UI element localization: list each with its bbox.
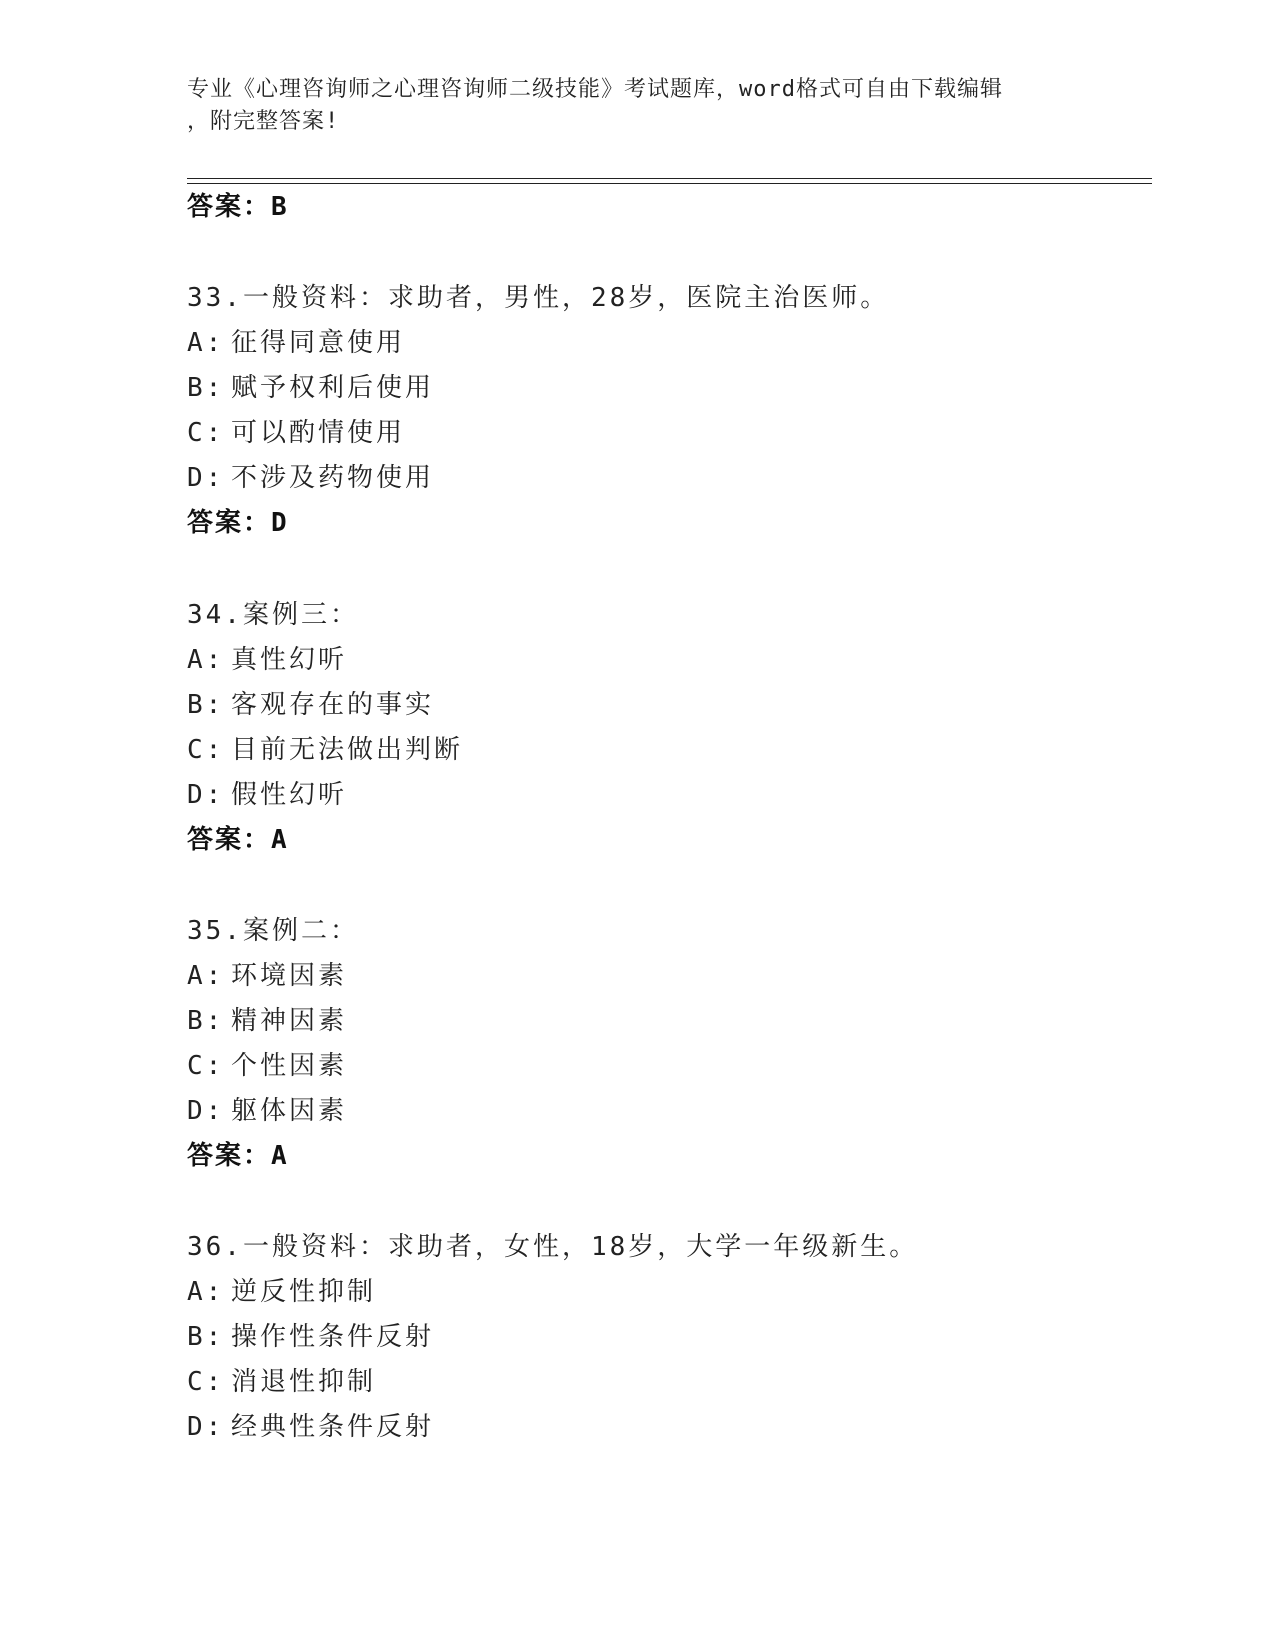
option-key: A: xyxy=(187,961,225,991)
option-text: 个性因素 xyxy=(231,1051,348,1081)
option-d xyxy=(187,1405,1147,1450)
answer-label: 答案：B xyxy=(187,192,289,222)
question-title: 35.案例二： xyxy=(187,916,359,946)
header-line-2: ，附完整答案! xyxy=(187,109,340,134)
option-d xyxy=(187,773,1147,818)
option-a xyxy=(187,321,1147,366)
option-b xyxy=(187,1315,1147,1360)
question-title: 33.一般资料：求助者，男性，28岁，医院主治医师。 xyxy=(187,283,890,313)
option-text: 征得同意使用 xyxy=(231,328,406,358)
option-text: 可以酌情使用 xyxy=(231,418,406,448)
question-title: 36.一般资料：求助者，女性，18岁，大学一年级新生。 xyxy=(187,1232,919,1262)
option-a xyxy=(187,1270,1147,1315)
header-divider xyxy=(187,178,1152,184)
question-block xyxy=(187,1225,1147,1450)
question-title: 34.案例三： xyxy=(187,600,359,630)
option-c xyxy=(187,1044,1147,1089)
option-key: A: xyxy=(187,645,225,675)
option-c xyxy=(187,411,1147,456)
option-key: D: xyxy=(187,1096,225,1126)
option-text: 消退性抑制 xyxy=(231,1367,377,1397)
option-key: C: xyxy=(187,1051,225,1081)
option-b xyxy=(187,366,1147,411)
option-key: C: xyxy=(187,735,225,765)
answer-label: 答案：D xyxy=(187,508,289,538)
option-key: B: xyxy=(187,373,225,403)
question-block xyxy=(187,593,1147,863)
option-text: 目前无法做出判断 xyxy=(231,735,464,765)
option-text: 真性幻听 xyxy=(231,645,348,675)
option-b xyxy=(187,683,1147,728)
answer-label: 答案：A xyxy=(187,825,289,855)
option-key: B: xyxy=(187,1006,225,1036)
option-text: 赋予权利后使用 xyxy=(231,373,435,403)
option-text: 逆反性抑制 xyxy=(231,1277,377,1307)
document-header xyxy=(187,74,1067,138)
option-c xyxy=(187,1360,1147,1405)
option-text: 假性幻听 xyxy=(231,780,348,810)
option-text: 经典性条件反射 xyxy=(231,1412,435,1442)
option-key: C: xyxy=(187,1367,225,1397)
option-key: A: xyxy=(187,1277,225,1307)
option-d xyxy=(187,456,1147,501)
option-a xyxy=(187,954,1147,999)
option-text: 操作性条件反射 xyxy=(231,1322,435,1352)
option-key: A: xyxy=(187,328,225,358)
option-key: B: xyxy=(187,690,225,720)
header-line-1: 专业《心理咨询师之心理咨询师二级技能》考试题库，word格式可自由下载编辑 xyxy=(187,77,1003,102)
answer-label: 答案：A xyxy=(187,1141,289,1171)
option-text: 躯体因素 xyxy=(231,1096,348,1126)
option-key: D: xyxy=(187,1412,225,1442)
option-text: 客观存在的事实 xyxy=(231,690,435,720)
question-block xyxy=(187,276,1147,546)
question-block xyxy=(187,909,1147,1179)
option-text: 环境因素 xyxy=(231,961,348,991)
option-b xyxy=(187,999,1147,1044)
option-key: B: xyxy=(187,1322,225,1352)
option-d xyxy=(187,1089,1147,1134)
option-text: 不涉及药物使用 xyxy=(231,463,435,493)
option-key: D: xyxy=(187,463,225,493)
option-c xyxy=(187,728,1147,773)
option-key: D: xyxy=(187,780,225,810)
option-key: C: xyxy=(187,418,225,448)
option-text: 精神因素 xyxy=(231,1006,348,1036)
option-a xyxy=(187,638,1147,683)
